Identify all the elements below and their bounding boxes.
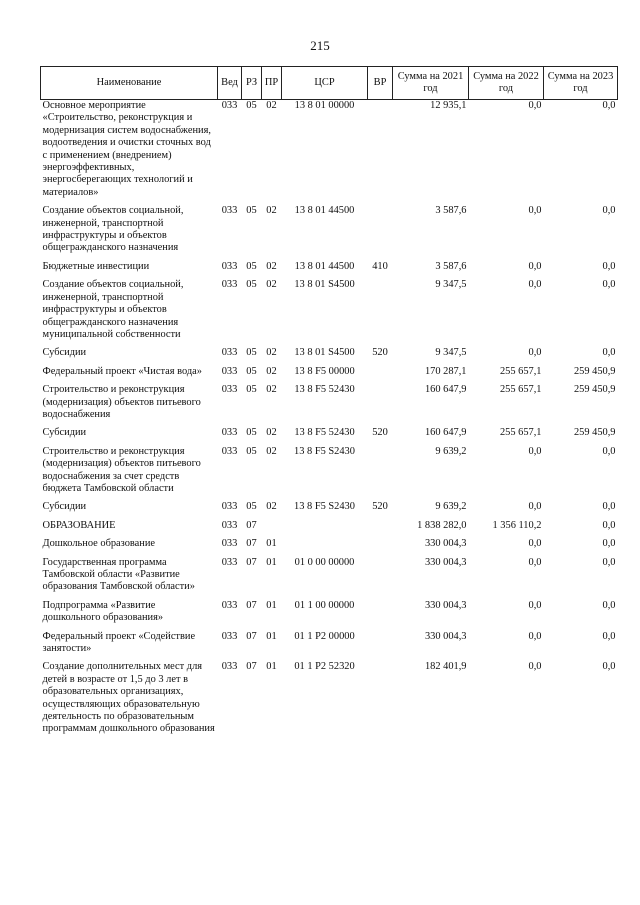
row-sum-2023: 0,0 xyxy=(602,445,616,457)
row-sum-2021: 1 838 282,0 xyxy=(417,519,467,531)
table-row xyxy=(41,538,618,556)
row-rz: 07 xyxy=(246,519,257,531)
row-sum-2021: 160 647,9 xyxy=(424,384,467,396)
row-csr: 13 8 F5 52430 xyxy=(294,427,355,439)
row-sum-2022: 0,0 xyxy=(528,100,542,111)
row-vr: 520 xyxy=(372,427,388,439)
table-row xyxy=(41,347,618,365)
row-sum-2021: 9 639,2 xyxy=(435,501,467,513)
table-row xyxy=(41,631,618,662)
page-number: 215 xyxy=(310,38,330,53)
header-ved: Вед xyxy=(218,67,242,100)
header-vr: ВР xyxy=(368,67,393,100)
row-name: Бюджетные инвестиции xyxy=(42,260,150,272)
header-pr: ПР xyxy=(262,67,282,100)
row-name: Создание объектов социальной, инженерной, транспортной инфраструктуры и объектов общегражданского назначения xyxy=(42,205,184,254)
row-sum-2022: 0,0 xyxy=(528,556,542,568)
row-ved: 033 xyxy=(221,519,238,531)
row-vr: 520 xyxy=(372,347,388,359)
row-csr: 13 8 01 00000 xyxy=(294,100,355,111)
row-sum-2023: 0,0 xyxy=(602,661,616,673)
row-ved: 033 xyxy=(221,427,238,439)
row-sum-2021: 160 647,9 xyxy=(424,427,467,439)
row-sum-2023: 259 450,9 xyxy=(573,384,616,396)
row-name: Подпрограмма «Развитие дошкольного образования» xyxy=(42,599,164,624)
row-sum-2021: 170 287,1 xyxy=(424,365,467,377)
row-rz: 05 xyxy=(246,427,257,439)
row-ved: 033 xyxy=(221,279,238,291)
row-pr: 01 xyxy=(266,661,277,673)
row-vr xyxy=(368,205,393,261)
row-sum-2023: 0,0 xyxy=(602,501,616,513)
row-vr xyxy=(368,279,393,347)
row-vr xyxy=(368,520,393,538)
row-name: ОБРАЗОВАНИЕ xyxy=(42,519,116,531)
row-ved: 033 xyxy=(221,599,238,611)
row-rz: 07 xyxy=(246,630,257,642)
row-csr: 13 8 F5 S2430 xyxy=(294,445,355,457)
row-rz: 07 xyxy=(246,538,257,550)
row-sum-2023: 0,0 xyxy=(602,519,616,531)
row-ved: 033 xyxy=(221,205,238,217)
row-vr: 410 xyxy=(372,260,388,272)
row-pr: 01 xyxy=(266,538,277,550)
table-row xyxy=(41,205,618,261)
row-ved: 033 xyxy=(221,538,238,550)
row-csr: 13 8 F5 S2430 xyxy=(294,501,355,513)
table-row xyxy=(41,427,618,445)
row-name: Субсидии xyxy=(42,427,87,439)
row-rz: 05 xyxy=(246,365,257,377)
row-rz: 05 xyxy=(246,501,257,513)
table-row xyxy=(41,100,618,206)
row-ved: 033 xyxy=(221,384,238,396)
table-row xyxy=(41,600,618,631)
row-pr: 01 xyxy=(266,556,277,568)
row-csr: 13 8 F5 00000 xyxy=(294,365,355,377)
row-csr: 01 1 P2 00000 xyxy=(294,630,355,642)
table-row xyxy=(41,520,618,538)
row-sum-2023: 0,0 xyxy=(602,347,616,359)
row-pr xyxy=(262,520,282,538)
row-name: Государственная программа Тамбовской области «Развитие образования Тамбовской области» xyxy=(42,556,195,593)
row-sum-2023: 259 450,9 xyxy=(573,427,616,439)
row-rz: 07 xyxy=(246,599,257,611)
row-ved: 033 xyxy=(221,630,238,642)
row-ved: 033 xyxy=(221,661,238,673)
row-sum-2022: 0,0 xyxy=(528,599,542,611)
row-sum-2022: 0,0 xyxy=(528,538,542,550)
table-row xyxy=(41,366,618,384)
row-sum-2022: 255 657,1 xyxy=(499,384,542,396)
header-sum-2022: Сумма на 2022 год xyxy=(469,67,544,100)
row-sum-2023: 0,0 xyxy=(602,538,616,550)
budget-table xyxy=(40,66,618,742)
row-vr xyxy=(368,600,393,631)
row-sum-2021: 12 935,1 xyxy=(430,100,467,111)
row-sum-2023: 0,0 xyxy=(602,630,616,642)
row-sum-2023: 0,0 xyxy=(602,100,616,111)
row-sum-2023: 0,0 xyxy=(602,599,616,611)
row-vr xyxy=(368,384,393,427)
row-sum-2021: 9 639,2 xyxy=(435,445,467,457)
row-rz: 05 xyxy=(246,384,257,396)
row-sum-2022: 0,0 xyxy=(528,501,542,513)
row-rz: 05 xyxy=(246,279,257,291)
row-csr: 01 1 P2 52320 xyxy=(294,661,355,673)
row-rz: 07 xyxy=(246,556,257,568)
row-sum-2022: 0,0 xyxy=(528,347,542,359)
row-vr xyxy=(368,661,393,741)
row-sum-2023: 259 450,9 xyxy=(573,365,616,377)
row-name: Создание дополнительных мест для детей в возрасте от 1,5 до 3 лет в образовательных организациях, осуществляющих образовательную деятельность по образовательным программам дошкольного образования xyxy=(42,661,215,735)
row-ved: 033 xyxy=(221,260,238,272)
row-name: Строительство и реконструкция (модернизация) объектов питьевого водоснабжения за счет средств бюджета Тамбовской области xyxy=(42,445,201,494)
header-sum-2021: Сумма на 2021 год xyxy=(393,67,469,100)
row-csr: 13 8 F5 52430 xyxy=(294,384,355,396)
row-ved: 033 xyxy=(221,365,238,377)
row-sum-2022: 255 657,1 xyxy=(499,365,542,377)
row-name: Дошкольное образование xyxy=(42,538,156,550)
row-sum-2022: 0,0 xyxy=(528,260,542,272)
row-sum-2023: 0,0 xyxy=(602,556,616,568)
row-vr xyxy=(368,366,393,384)
row-rz: 05 xyxy=(246,100,257,111)
table-row xyxy=(41,501,618,519)
row-name: Строительство и реконструкция (модернизация) объектов питьевого водоснабжения xyxy=(42,384,201,420)
table-row xyxy=(41,261,618,279)
row-ved: 033 xyxy=(221,501,238,513)
row-rz: 05 xyxy=(246,260,257,272)
table-row xyxy=(41,661,618,741)
table-row xyxy=(41,557,618,600)
row-csr: 01 1 00 00000 xyxy=(294,599,355,611)
row-pr: 02 xyxy=(266,347,277,359)
table-row xyxy=(41,384,618,427)
row-pr: 01 xyxy=(266,630,277,642)
row-csr: 13 8 01 44500 xyxy=(294,205,355,217)
row-sum-2021: 182 401,9 xyxy=(424,661,467,673)
row-rz: 07 xyxy=(246,661,257,673)
row-sum-2023: 0,0 xyxy=(602,260,616,272)
row-sum-2021: 9 347,5 xyxy=(435,347,467,359)
row-sum-2023: 0,0 xyxy=(602,279,616,291)
row-pr: 02 xyxy=(266,427,277,439)
row-name: Основное мероприятие «Строительство, реконструкция и модернизация систем водоснабжения, водоотведения и очистки сточных вод с применением (внедрением) энергоэффективных, энергосберегающих технологий и материалов» xyxy=(42,100,211,198)
row-name: Создание объектов социальной, инженерной, транспортной инфраструктуры и объектов общегражданского назначения муниципальной собственности xyxy=(42,279,184,340)
row-ved: 033 xyxy=(221,347,238,359)
row-ved: 033 xyxy=(221,100,238,111)
row-ved: 033 xyxy=(221,445,238,457)
row-name: Федеральный проект «Чистая вода» xyxy=(42,365,202,377)
row-pr: 02 xyxy=(266,501,277,513)
row-name: Федеральный проект «Содействие занятости» xyxy=(42,630,196,655)
row-pr: 02 xyxy=(266,384,277,396)
row-rz: 05 xyxy=(246,347,257,359)
row-csr xyxy=(282,520,368,538)
row-csr xyxy=(282,538,368,556)
row-name: Субсидии xyxy=(42,347,87,359)
row-sum-2022: 0,0 xyxy=(528,661,542,673)
row-pr: 01 xyxy=(266,599,277,611)
row-rz: 05 xyxy=(246,205,257,217)
row-sum-2022: 0,0 xyxy=(528,445,542,457)
header-name: Наименование xyxy=(41,67,218,100)
row-sum-2021: 330 004,3 xyxy=(424,556,467,568)
row-pr: 02 xyxy=(266,445,277,457)
row-sum-2021: 330 004,3 xyxy=(424,630,467,642)
row-csr: 01 0 00 00000 xyxy=(294,556,355,568)
row-vr xyxy=(368,538,393,556)
row-pr: 02 xyxy=(266,205,277,217)
row-sum-2021: 3 587,6 xyxy=(435,260,467,272)
row-sum-2022: 1 356 110,2 xyxy=(492,519,542,531)
row-sum-2022: 0,0 xyxy=(528,279,542,291)
row-pr: 02 xyxy=(266,365,277,377)
row-pr: 02 xyxy=(266,260,277,272)
header-csr: ЦСР xyxy=(282,67,368,100)
table-header-row xyxy=(41,67,618,100)
row-sum-2022: 0,0 xyxy=(528,205,542,217)
row-sum-2021: 9 347,5 xyxy=(435,279,467,291)
row-csr: 13 8 01 S4500 xyxy=(294,347,355,359)
row-sum-2021: 330 004,3 xyxy=(424,599,467,611)
row-name: Субсидии xyxy=(42,501,87,513)
row-sum-2023: 0,0 xyxy=(602,205,616,217)
header-rz: РЗ xyxy=(242,67,262,100)
row-vr xyxy=(368,100,393,206)
header-sum-2023: Сумма на 2023 год xyxy=(544,67,618,100)
row-vr xyxy=(368,557,393,600)
table-row xyxy=(41,279,618,347)
row-csr: 13 8 01 44500 xyxy=(294,260,355,272)
row-pr: 02 xyxy=(266,100,277,111)
row-sum-2021: 330 004,3 xyxy=(424,538,467,550)
row-vr: 520 xyxy=(372,501,388,513)
table-row xyxy=(41,446,618,502)
row-rz: 05 xyxy=(246,445,257,457)
row-sum-2022: 0,0 xyxy=(528,630,542,642)
row-sum-2021: 3 587,6 xyxy=(435,205,467,217)
row-vr xyxy=(368,631,393,662)
row-pr: 02 xyxy=(266,279,277,291)
row-ved: 033 xyxy=(221,556,238,568)
row-csr: 13 8 01 S4500 xyxy=(294,279,355,291)
row-vr xyxy=(368,446,393,502)
row-sum-2022: 255 657,1 xyxy=(499,427,542,439)
